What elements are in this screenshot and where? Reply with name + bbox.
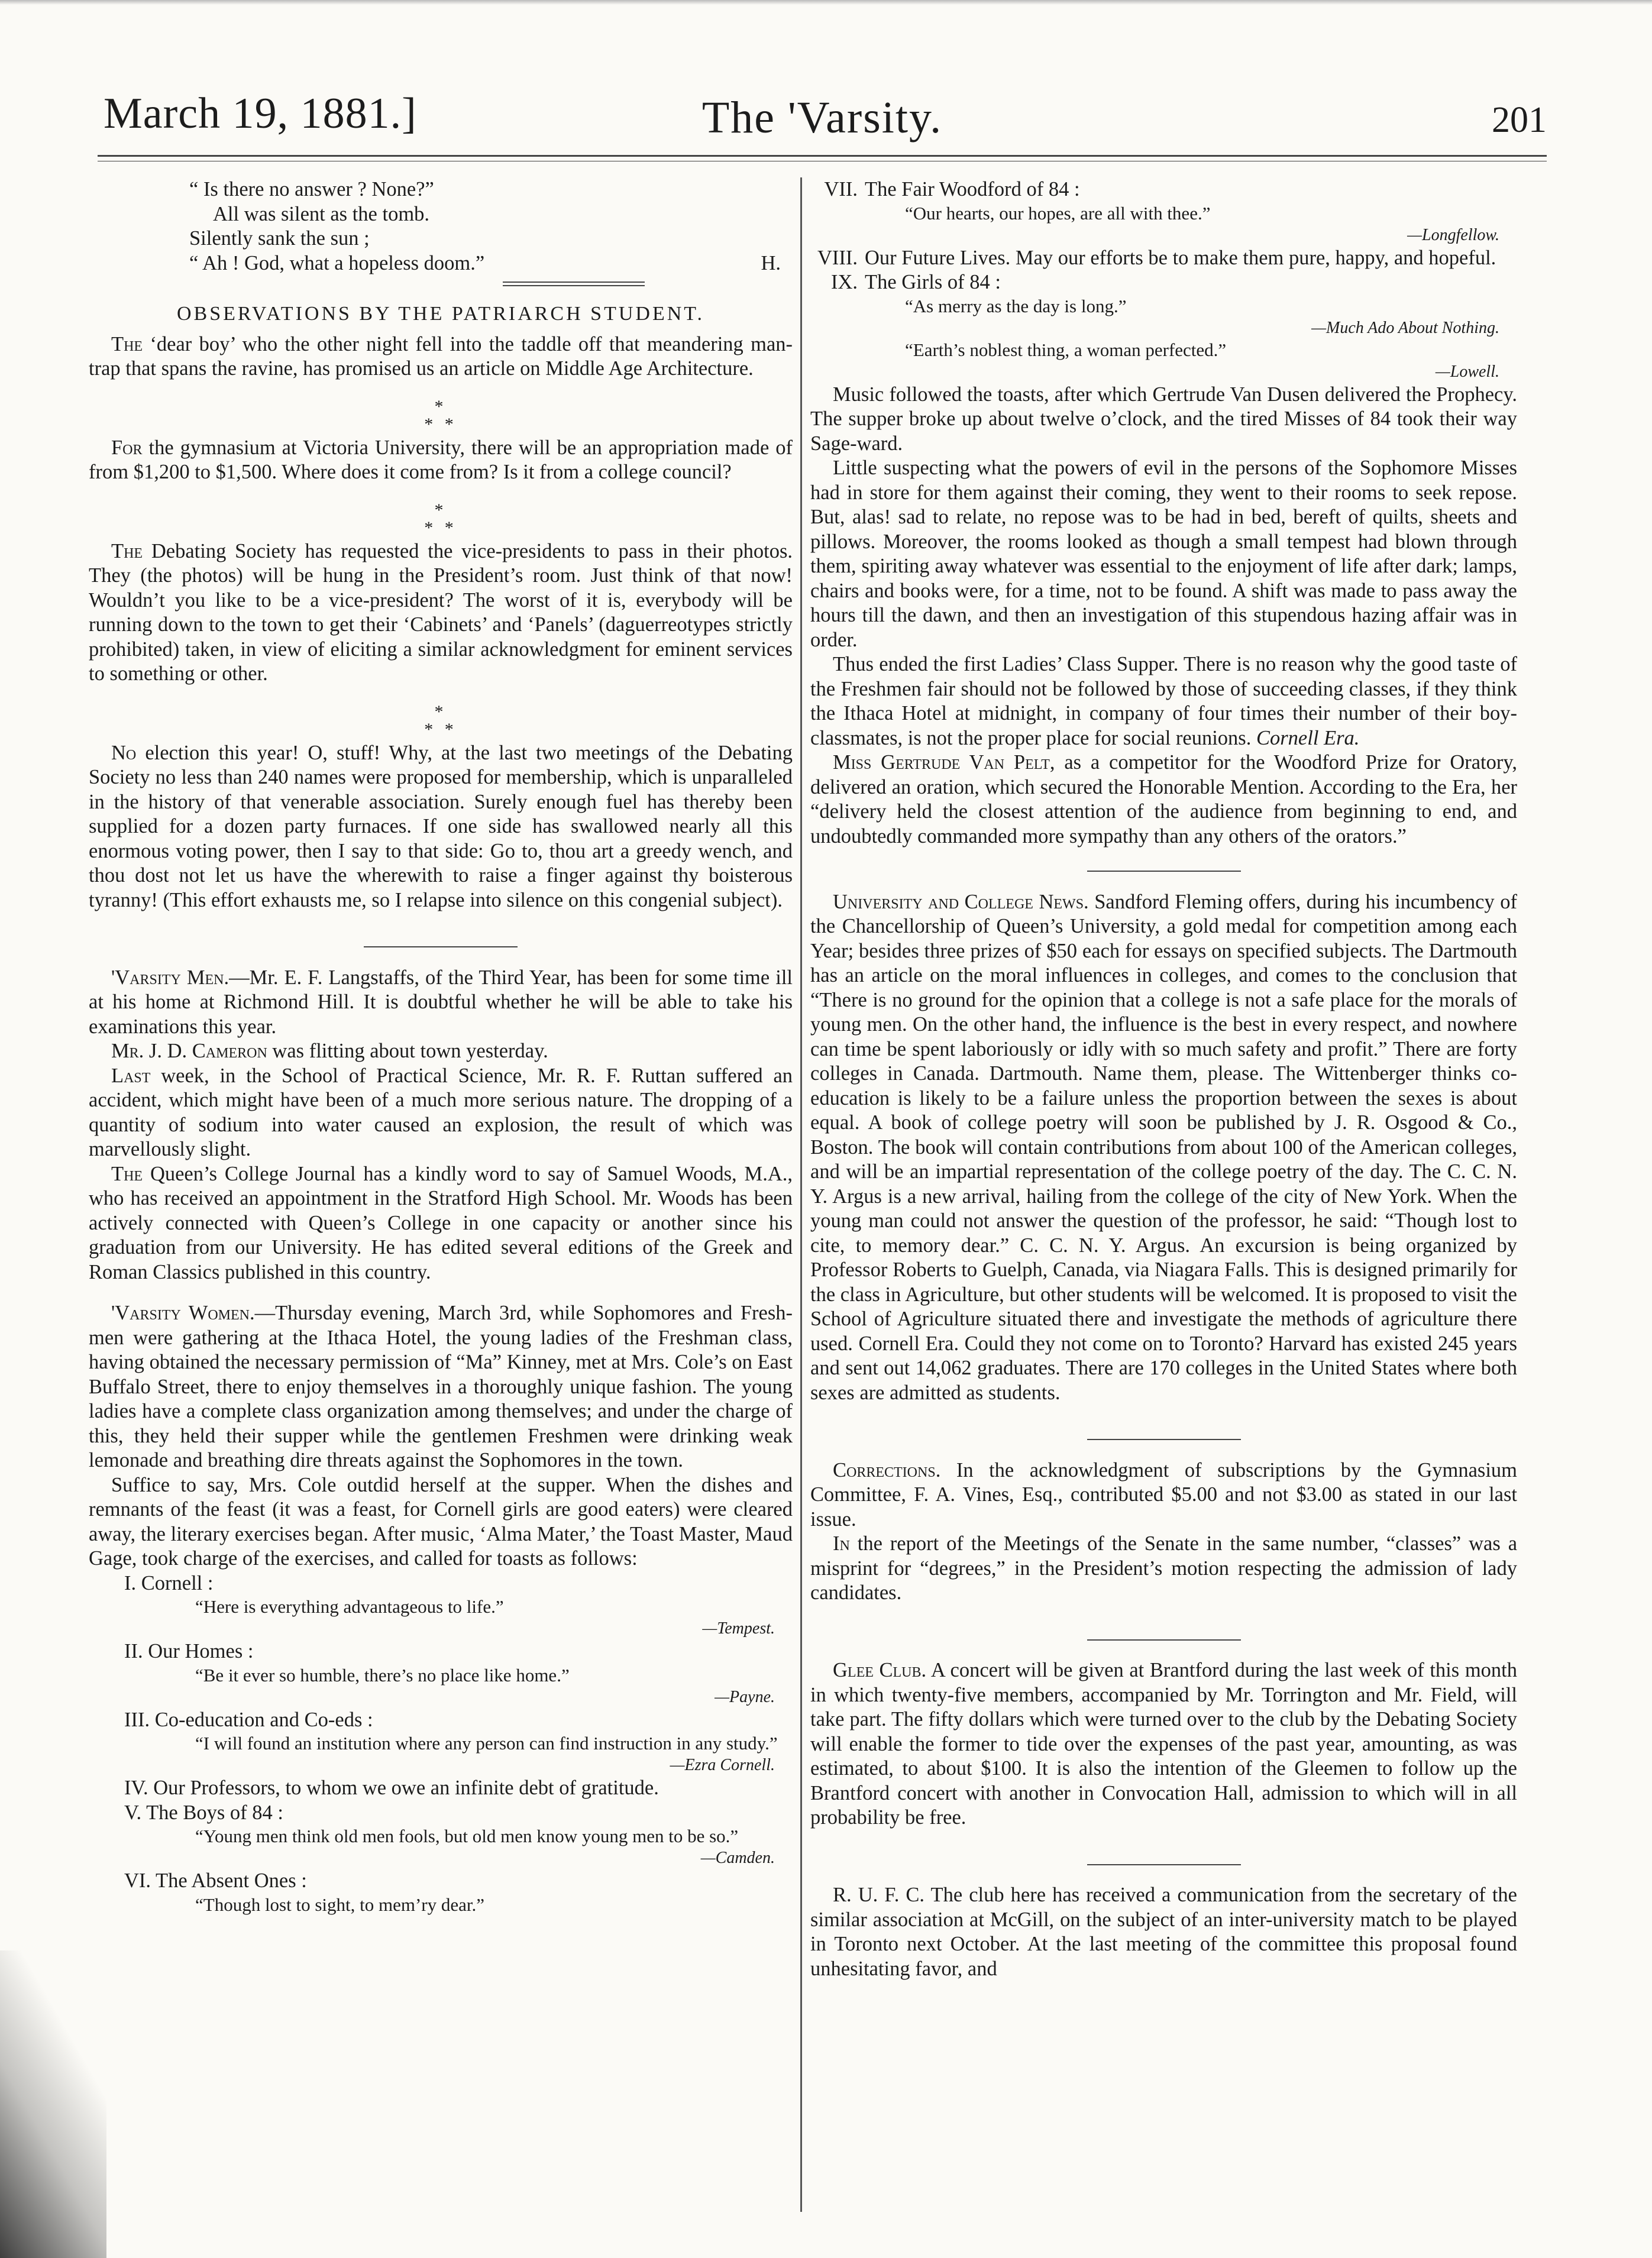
varsity-women-paragraph: Suffice to say, Mrs. Cole outdid herself at the supper. When the dishes and remnants of the feast (it was a feast, for Cornell girls are good eaters) were cleared away, the literary exercises began. After music, ‘Alma Mater,’ the Toast Master, Maud Gage, took charge of the exercises, and called for toasts as follows: — [89, 1473, 793, 1570]
toast-quote: “As merry as the day is long.” — [905, 295, 1127, 316]
toast-item: I. Cornell : “Here is everything advantageous to life.” —Tempest. — [89, 1571, 793, 1640]
supper-paragraph: Thus ended the first Ladies’ Class Supper. There is no reason why the good taste of the Freshmen fair should not be followed by those of succeeding classes, if they think the Ithaca Hotel at midnight, in company of four times their number of their boy-classmates, is not the proper place for social reunions. Cornell Era. — [810, 653, 1517, 749]
right-column — [810, 177, 1517, 1981]
section-rule — [810, 1847, 1517, 1872]
double-rule — [503, 282, 645, 286]
university-news-paragraph: University and College News. Sandford Fleming offers, during his incumbency of the Chancellorship of Queen’s University, a gold medal for competition among each Year; besides three prizes of $50 each for essays on specified subjects. The Dartmouth has an article on the moral influences in colleges, and comes to the conclusion that “There is no ground for the opinion that a college is not a safe place for the morals of young men. On the other hand, the influence is the best in every respect, and nowhere can time be spent laboriously or idly with so much safety and profit.” There are forty colleges in Canada. Dartmouth. Name them, please. The Wittenberger thinks co-education is likely to be a failure unless the proportion between the sexes is about equal. A book of college poetry will soon be published by J. R. Osgood & Co., Boston. The book will contain contributions from about 100 of the American colleges, and will be an impartial representation of the college poetry of the day. The C. C. N. Y. Argus is a new arrival, hailing from the college of the city of New York. When the young man could not answer the question of the professor, he said: “Though lost to cite, to memory dear.” C. C. N. Y. Argus. An excursion is being organized by Professor Roberts to Guelph, Canada, via Niagara Falls. This is designed primarily for the class in Agriculture, but other students will be welcomed. It is proposed to visit the School of Agriculture situated there and investigate the methods of agriculture there used. Cornell Era. Could they not come on to Toronto? Harvard has existed 245 years and sent out 14,062 graduates. There are 170 colleges in the United States where both sexes are admitted as students. — [810, 890, 1517, 1404]
supper-paragraph: Music followed the toasts, after which Gertrude Van Dusen delivered the Prophecy. The supper broke up about twelve o’clock, and the tired Misses of 84 took their way Sage-ward. — [810, 383, 1517, 455]
poem-line: “ Ah ! God, what a hopeless doom.” — [189, 251, 485, 274]
supper-paragraph: Miss Gertrude Van Pelt, as a competitor for the Woodford Prize for Oratory, delivered an oration, which secured the Honorable Mention. According to the Era, her “delivery held the closest attention of the audience from beginning to end, and undoubtedly commanded more sympathy than any others of the orators.” — [810, 751, 1518, 847]
page-header — [98, 89, 1547, 151]
toast-quote: “I will found an institution where any person can find instruction in any study.” — [195, 1733, 778, 1754]
asterism: * * * — [424, 701, 457, 739]
header-page-number: 201 — [1492, 100, 1547, 140]
header-rule — [98, 155, 1547, 157]
section-title-observations: OBSERVATIONS BY THE PATRIARCH STUDENT. — [176, 303, 705, 325]
section-rule — [810, 1422, 1517, 1447]
poem — [189, 177, 793, 276]
section-rule — [810, 853, 1517, 878]
corrections-paragraph: Corrections. In the acknowledgment of subscriptions by the Gymnasium Committee, F. A. Vines, Esq., contributed $5.00 and not $3.00 as stated in our last issue. — [810, 1458, 1517, 1531]
section-rule — [810, 1622, 1517, 1647]
toast-item: IX. The Girls of 84 : “As merry as the day is long.” —Much Ado About Nothing. “Earth’s noblest thing, a woman perfected.” —Lowell. — [810, 270, 1517, 383]
toast-quote: “Here is everything advantageous to life.” — [195, 1596, 504, 1617]
poem-signature: H. — [761, 251, 781, 274]
toast-item: II. Our Homes : “Be it ever so humble, there’s no place like home.” —Payne. — [89, 1639, 793, 1708]
section-rule — [89, 929, 793, 954]
poem-line: Silently sank the sun ; — [189, 227, 370, 250]
toast-quote: “Our hearts, our hopes, are all with thee.” — [905, 202, 1211, 224]
toast-quote: “Young men think old men fools, but old men know young men to be so.” — [195, 1826, 739, 1846]
varsity-men-paragraph: Last week, in the School of Practical Science, Mr. R. F. Ruttan suffered an accident, which might have been of a much more serious nature. The dropping of a quantity of sodium into water caused an explosion, the result of which was marvellously slight. — [89, 1064, 793, 1160]
poem-line: All was silent as the tomb. — [213, 202, 430, 225]
toast-quote: “Though lost to sight, to mem’ry dear.” — [195, 1894, 485, 1915]
observation-paragraph: No election this year! O, stuff! Why, at the last two meetings of the Debating Society no less than 240 names were proposed for membership, which is unparalleled in the history of that venerable association. Surely enough fuel has thereby been supplied for a dozen party furnaces. If one side has swallowed nearly all this enormous voting power, then I say to that side: Go to, thou art a greedy wench, and thou dost not let us have the wherewith to raise a finger against thy boisterous tyranny! (This effort exhausts me, so I relapse into silence on this congenial subject). — [89, 741, 793, 911]
toast-quote: “Be it ever so humble, there’s no place like home.” — [195, 1664, 570, 1686]
toast-attribution: —Ezra Cornell. — [670, 1756, 775, 1774]
header-date: March 19, 1881.] — [104, 89, 417, 138]
rufc-paragraph: R. U. F. C. The club here has received a communication from the secretary of the similar association at McGill, on the subject of an inter-university match to be played in Toronto next October. At the last meeting of the committee this proposal found unhesitating favor, and — [810, 1884, 1517, 1980]
poem-line: “ Is there no answer ? None?” — [189, 178, 434, 200]
varsity-men-paragraph: The Queen’s College Journal has a kindly word to say of Samuel Woods, M.A., who has received an appointment in the Stratford High School. Mr. Woods has been actively connected with Queen’s College in one capacity or another since his graduation from our University. He has edited several editions of the Greek and Roman Classics published in this country. — [89, 1162, 793, 1283]
glee-club-paragraph: Glee Club. A concert will be given at Brantford during the last week of this month in which twenty-five members, accompanied by Mr. Torrington and Mr. Field, will take part. The fifty dollars which were turned over to the club by the Debating Society will enable the former to tide over the expenses of the past year, amounting, as was estimated, to about $100. It is also the intention of the Gleemen to follow up the Brantford concert with another in Convocation Hall, admission to which will in all probability be free. — [810, 1659, 1517, 1829]
supper-paragraph: Little suspecting what the powers of evil in the persons of the Sophomore Misses had in store for them against their coming, they went to their rooms to seek repose. But, alas! sad to relate, no repose was to be had in bed, bereft of quilts, sheets and pillows. Moreover, the rooms looked as though a small tempest had blown through them, spiriting away whatever was essential to the enjoyment of life after dark; lamps, chairs and books were, for a time, not to be found. A shift was made to pass away the hours till the dawn, and then an investigation of this stupendous hazing affair was in order. — [810, 457, 1517, 651]
toast-item: IV. Our Professors, to whom we owe an infinite debt of gratitude. — [124, 1777, 659, 1799]
asterism: * * * — [424, 500, 457, 538]
toast-attribution: —Lowell. — [1435, 362, 1499, 381]
observation-paragraph: For the gymnasium at Victoria University, there will be an appropriation made of from $1,200 to $1,500. Where does it come from? Is it from a college council? — [89, 436, 793, 483]
observation-paragraph: The ‘dear boy’ who the other night fell into the taddle off that meandering man-trap that spans the ravine, has promised us an article on Middle Age Architecture. — [89, 332, 793, 380]
toast-item: V. The Boys of 84 : “Young men think old men fools, but old men know young men to be so.” —Camden. — [89, 1801, 793, 1869]
toast-attribution: —Tempest. — [702, 1619, 775, 1638]
toast-item: VI. The Absent Ones : “Though lost to sight, to mem’ry dear.” — [89, 1869, 793, 1916]
toast-item: III. Co-education and Co-eds : “I will found an institution where any person can find instruction in any study.” —Ezra Cornell. — [89, 1708, 793, 1777]
toast-item: VIII. Our Future Lives. May our efforts be to make them pure, happy, and hopeful. — [817, 246, 1496, 269]
toast-attribution: —Payne. — [715, 1687, 775, 1706]
toast-item: VII. The Fair Woodford of 84 : “Our hearts, our hopes, are all with thee.” —Longfellow. — [810, 177, 1517, 246]
corrections-paragraph: In the report of the Meetings of the Senate in the same number, “classes” was a misprint for “degrees,” in the President’s motion respecting the admission of lady candidates. — [810, 1532, 1518, 1604]
toast-attribution: —Longfellow. — [1407, 225, 1499, 244]
observation-paragraph: The Debating Society has requested the vice-presidents to pass in their photos. They (the photos) will be hung in the President’s room. Just think of that now! Wouldn’t you like to be a vice-president? The worst of it is, everybody will be running down to the town to get their ‘Cabinets’ and ‘Panels’ (daguerreotypes strictly prohibited) taken, in view of eliciting a similar acknowledgment for eminent services to something or other. — [89, 539, 793, 685]
header-title: The 'Varsity. — [701, 93, 943, 143]
toast-attribution: —Camden. — [700, 1849, 775, 1867]
varsity-men-paragraph: Mr. J. D. Cameron was flitting about town yesterday. — [111, 1040, 548, 1062]
scan-shadow — [0, 1950, 106, 2258]
column-divider — [800, 177, 802, 2212]
toast-attribution: —Much Ado About Nothing. — [1311, 318, 1499, 337]
asterism: * * * — [424, 396, 457, 434]
left-column — [89, 177, 793, 1916]
toast-quote: “Earth’s noblest thing, a woman perfected.” — [905, 339, 1227, 360]
scan-top-edge — [0, 0, 1652, 5]
varsity-men-paragraph: 'Varsity Men.—Mr. E. F. Langstaffs, of the Third Year, has been for some time ill at his home at Richmond Hill. It is doubtful whether he will be able to take his examinations this year. — [89, 966, 793, 1038]
varsity-women-paragraph: 'Varsity Women.—Thursday evening, March 3rd, while Sophomores and Fresh-men were gathering at the Ithaca Hotel, the young ladies of the Freshman class, having obtained the necessary permission of “Ma” Kinney, met at Mrs. Cole’s on East Buffalo Street, there to enjoy themselves in a thoroughly unique fashion. The young ladies have a complete class organization among themselves; and under the charge of this, they held their supper while the gentlemen Freshmen were drinking weak lemonade and breathing dire threats against the Sophomores in the town. — [89, 1302, 793, 1471]
